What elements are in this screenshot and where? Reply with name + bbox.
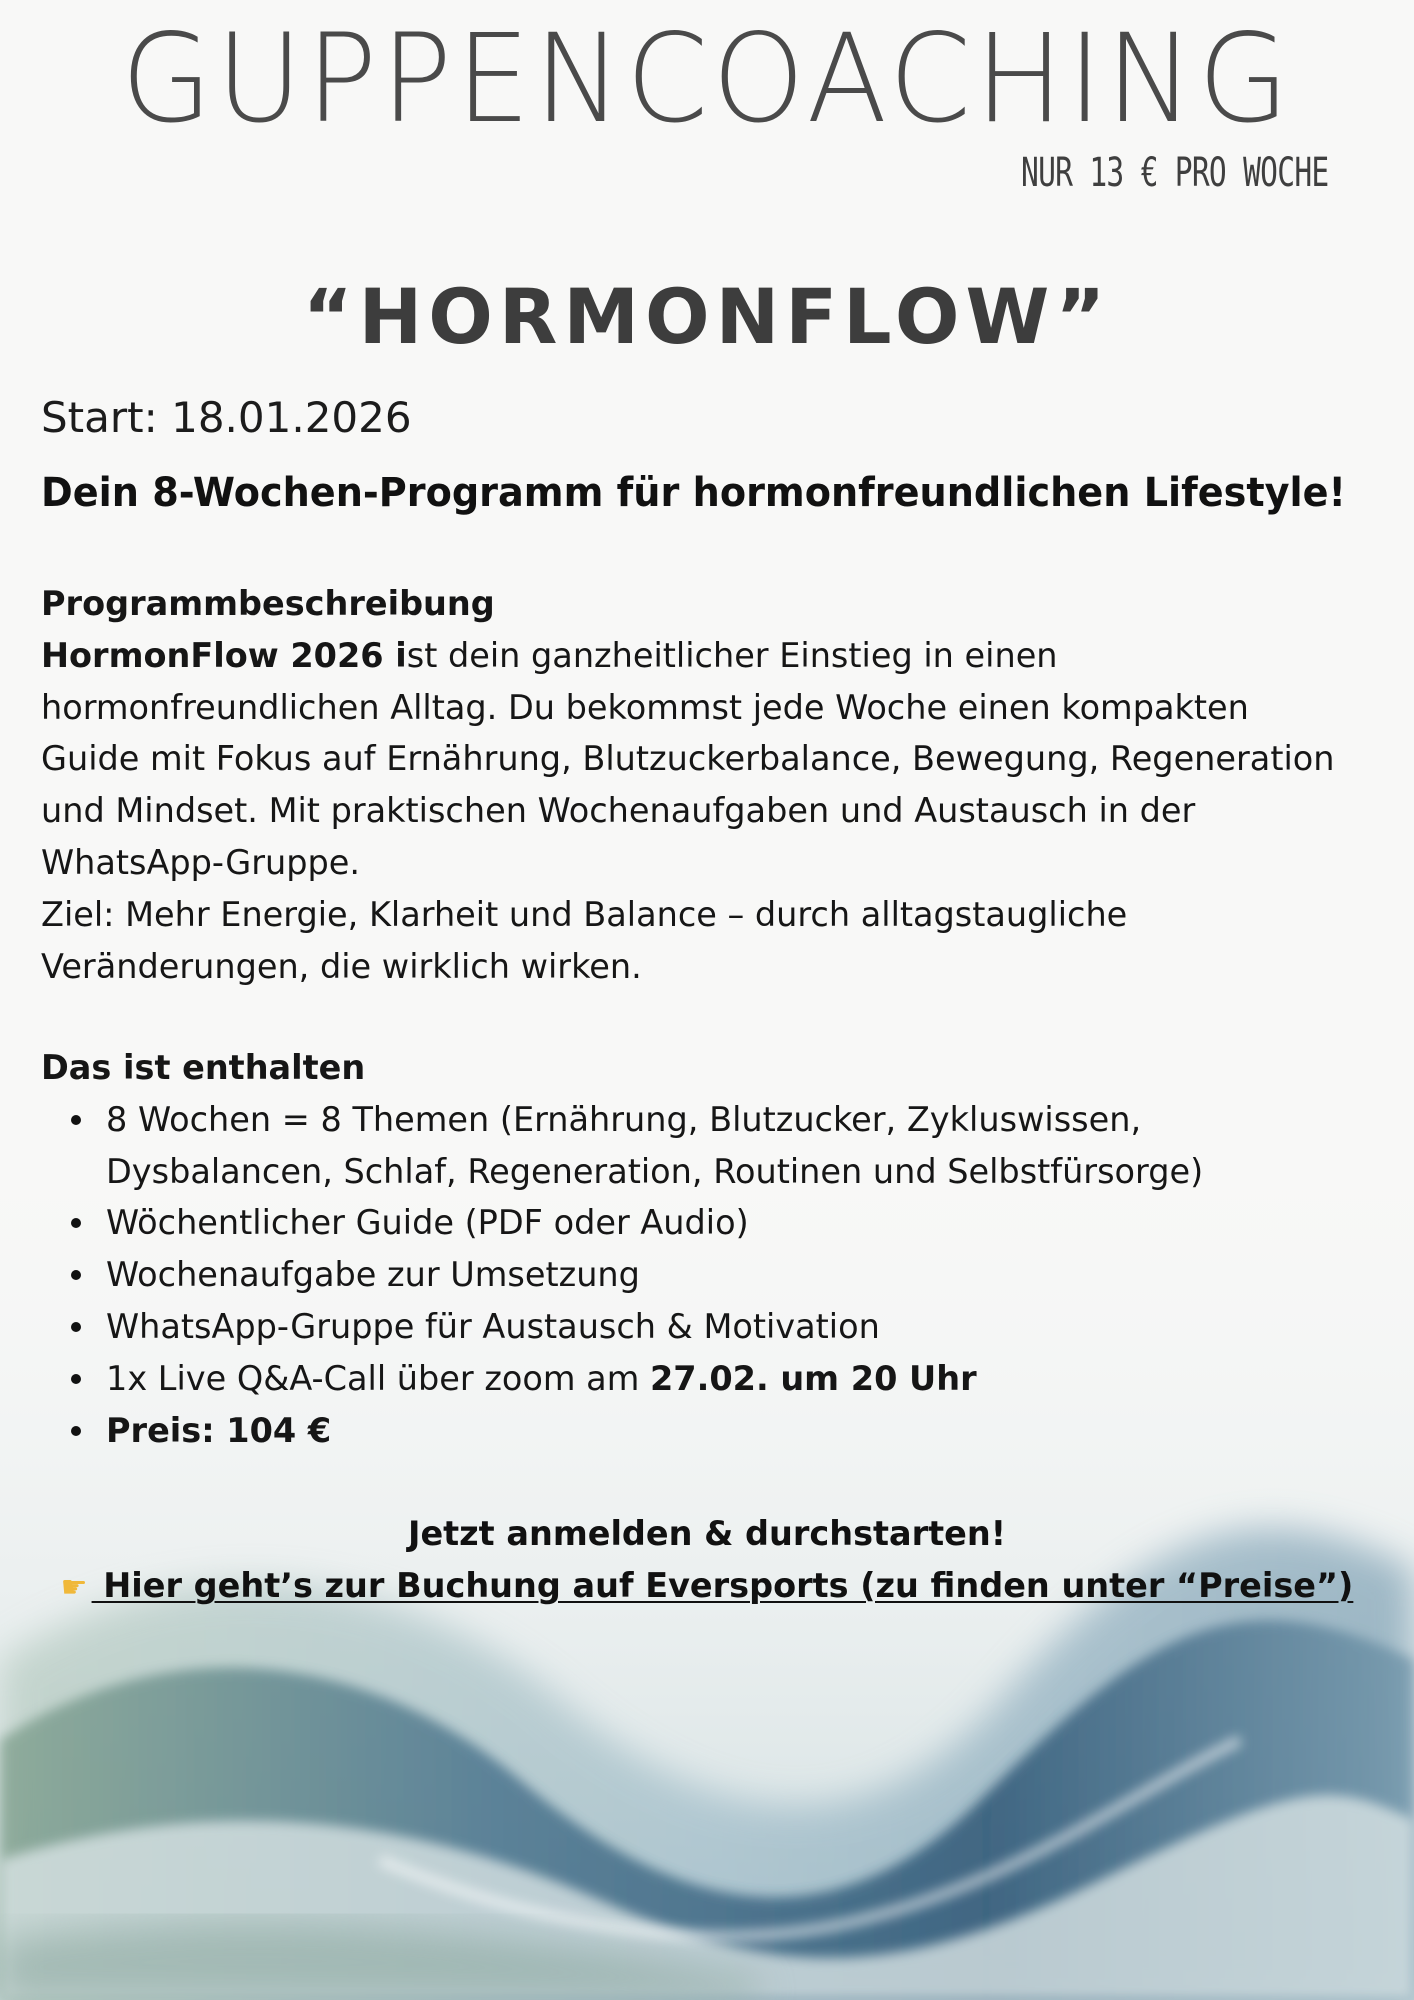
brand-title: GUPPENCOACHING	[121, 8, 1293, 150]
cta-heading: Jetzt anmelden & durchstarten!	[407, 1514, 1007, 1553]
list-item: Wöchentlicher Guide (PDF oder Audio)	[41, 1197, 1381, 1249]
list-item-price: Preis: 104 €	[41, 1405, 1381, 1457]
description-line: WhatsApp-Gruppe.	[41, 842, 360, 882]
program-tagline: Dein 8-Wochen-Programm für hormonfreundlichen Lifestyle!	[41, 470, 1346, 516]
included-heading: Das ist enthalten	[41, 1048, 366, 1087]
goal-line: Ziel: Mehr Energie, Klarheit und Balance – durch alltagstaugliche	[41, 894, 1128, 934]
list-item: 8 Wochen = 8 Themen (Ernährung, Blutzucker, Zykluswissen, Dysbalancen, Schlaf, Regeneration, Routinen und Selbstfürsorge)	[41, 1094, 1381, 1198]
pointing-hand-icon: ☛	[60, 1569, 88, 1605]
included-section	[41, 1042, 1381, 1456]
description-line: und Mindset. Mit praktischen Wochenaufgaben und Austausch in der	[41, 791, 1196, 831]
description-lead: HormonFlow 2026 i	[41, 635, 407, 675]
description-line: Guide mit Fokus auf Ernährung, Blutzuckerbalance, Bewegung, Regeneration	[41, 739, 1335, 779]
description-line: HormonFlow 2026 ist dein ganzheitlicher Einstieg in einen	[41, 635, 1058, 675]
list-item: WhatsApp-Gruppe für Austausch & Motivation	[41, 1301, 1381, 1353]
program-title: “HORMONFLOW”	[302, 272, 1112, 361]
list-item: 1x Live Q&A-Call über zoom am 27.02. um 20 Uhr	[41, 1353, 1381, 1405]
goal-line: Veränderungen, die wirklich wirken.	[41, 946, 642, 986]
start-date: Start: 18.01.2026	[41, 393, 412, 442]
call-to-action	[0, 1508, 1414, 1614]
list-item: Wochenaufgabe zur Umsetzung	[41, 1249, 1381, 1301]
included-list	[41, 1094, 1381, 1457]
program-description	[41, 578, 1381, 992]
description-heading: Programmbeschreibung	[41, 584, 495, 623]
price-note: NUR 13 € PRO WOCHE	[1020, 150, 1328, 196]
booking-link[interactable]: Hier geht’s zur Buchung auf Eversports (zu finden unter “Preise”)	[91, 1565, 1354, 1605]
description-line: hormonfreundlichen Alltag. Du bekommst jede Woche einen kompakten	[41, 687, 1249, 727]
